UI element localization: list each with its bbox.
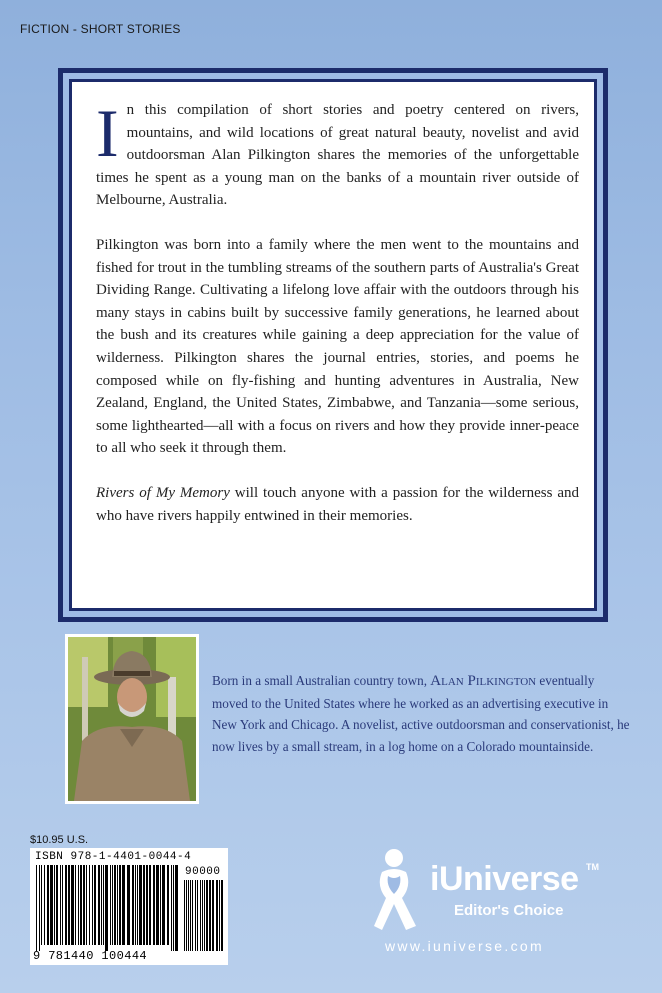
book-title: Rivers of My Memory — [96, 484, 230, 501]
blurb-paragraph-3: Rivers of My Memory will touch anyone with a passion for the wilderness and who have rivers happily entwined in their memories. — [96, 484, 580, 524]
isbn-digits: 9 781440 100444 — [33, 949, 148, 963]
blurb-text — [96, 95, 580, 549]
author-photo — [65, 634, 199, 804]
trademark: TM — [586, 862, 599, 872]
drop-cap: I — [96, 95, 119, 171]
isbn-label: ISBN 978-1-4401-0044-4 — [35, 851, 192, 863]
publisher-url: www.iuniverse.com — [385, 938, 544, 954]
publisher-tagline: Editor's Choice — [454, 902, 564, 919]
author-bio: Born in a small Australian country town, Alan Pilkington eventually moved to the United States where he worked as an advertising executive in New York and Chicago. A novelist, active outdoorsman and conservationist, he now lives by a small stream, in a log home on a Colorado mountainside. — [212, 673, 630, 754]
addon-digits: 90000 — [185, 866, 221, 878]
barcode — [30, 848, 228, 965]
blurb-frame — [58, 68, 608, 622]
genre-label: FICTION - SHORT STORIES — [20, 22, 181, 36]
price: $10.95 U.S. — [30, 834, 89, 846]
author-name: Alan Pilkington — [430, 673, 537, 689]
blurb-paragraph-1: In this compilation of short stories and poetry centered on rivers, mountains, and wild locations of great natural beauty, novelist and avid outdoorsman Alan Pilkington shares the memories of the unforgettable times he spent as a young man on the banks of a mountain river outside of Melbourne, Australia. — [96, 95, 579, 209]
publisher-name: iUniverse — [430, 860, 579, 898]
blurb-panel — [72, 82, 594, 608]
blurb-paragraph-2: Pilkington was born into a family where the men went to the mountains and fished for trout in the tumbling streams of the southern parts of Australia's Great Dividing Range. Cultivating a lifelong love affair with the outdoors through his many stays in cabins built by successive family generations, he learned about the bush and its creatures while gaining a deep appreciation for the value of wilderness. Pilkington shares the journal entries, stories, and poems he composed while on fly-fishing and hunting adventures in Australia, New Zealand, England, the United States, Zimbabwe, and Tanzania—some serious, some lighthearted—all with a focus on rivers and how they provide inner-peace to all who seek it through them. — [96, 236, 579, 457]
